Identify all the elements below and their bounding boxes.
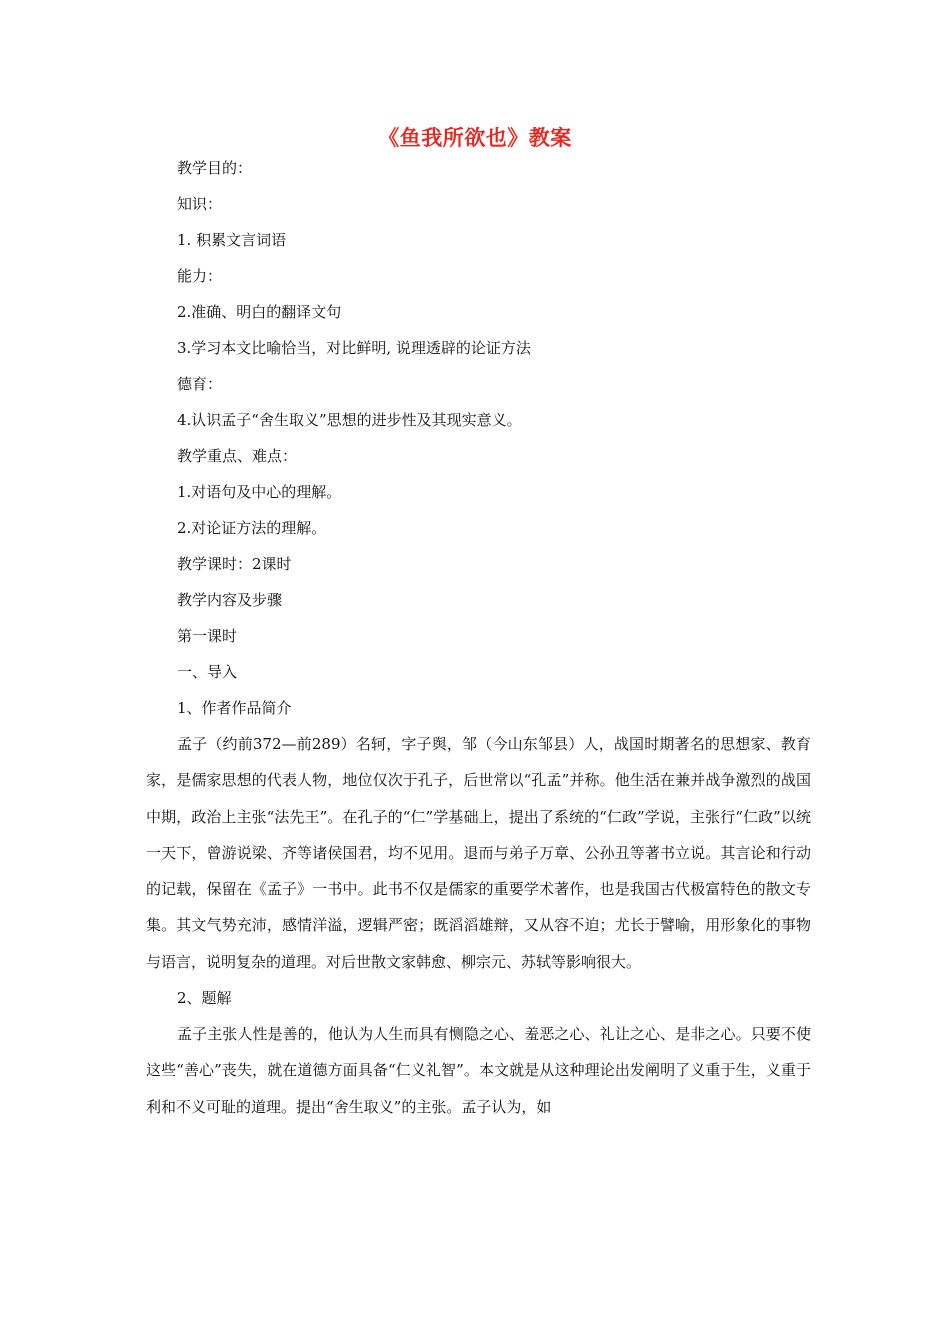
list-item: 4.认识孟子“舍生取义”思想的进步性及其现实意义。 xyxy=(177,410,522,429)
list-item: 1.对语句及中心的理解。 xyxy=(177,482,342,501)
class-hours: 教学课时：2课时 xyxy=(177,554,292,573)
subheading-knowledge: 知识： xyxy=(177,194,223,213)
subheading-title-explanation: 2、题解 xyxy=(177,988,232,1007)
subheading-moral-education: 德育： xyxy=(177,374,223,393)
section-heading-key-points: 教学重点、难点： xyxy=(177,446,298,465)
document-title: 《鱼我所欲也》教案 xyxy=(378,126,572,150)
list-item: 3.学习本文比喻恰当，对比鲜明, 说理透辟的论证方法 xyxy=(177,338,531,357)
list-item: 2.对论证方法的理解。 xyxy=(177,518,327,537)
paragraph-title-explanation: 孟子主张人性是善的，他认为人生而具有恻隐之心、羞恶之心、礼让之心、是非之心。只要不使这些“善心”丧失，就在道德方面具备“仁义礼智”。本文就是从这种理论出发阐明了义重于生，义重于利和不义可耻的道理。提出“舍生取义”的主张。孟子认为，如 xyxy=(146,1025,811,1116)
subheading-first-lesson: 第一课时 xyxy=(177,626,238,645)
section-heading-content-steps: 教学内容及步骤 xyxy=(177,590,283,609)
list-item: 2.准确、明白的翻译文句 xyxy=(177,302,342,321)
paragraph-author-intro: 孟子（约前372—前289）名轲，字子舆，邹（今山东邹县）人，战国时期著名的思想家、教育家，是儒家思想的代表人物，地位仅次于孔子，后世常以“孔孟”并称。他生活在兼并战争激烈的战国中期，政治上主张“法先王”。在孔子的“仁”学基础上，提出了系统的“仁政”学说，主张行“仁政”以统一天下，曾游说梁、齐等诸侯国君，均不见用。退而与弟子万章、公孙丑等著书立说。其言论和行动的记载，保留在《孟子》一书中。此书不仅是儒家的重要学术著作，也是我国古代极富特色的散文专集。其文气势充沛，感情洋溢，逻辑严密；既滔滔雄辩，又从容不迫；尤长于譬喻，用形象化的事物与语言，说明复杂的道理。对后世散文家韩愈、柳宗元、苏轼等影响很大。 xyxy=(146,735,811,971)
subheading-introduction: 一、导入 xyxy=(177,662,238,681)
subheading-author-intro: 1、作者作品简介 xyxy=(177,698,292,717)
document-body xyxy=(146,150,811,1125)
list-item: 1. 积累文言词语 xyxy=(177,230,287,249)
subheading-ability: 能力： xyxy=(177,266,223,285)
section-heading-teaching-goals: 教学目的： xyxy=(177,158,253,177)
